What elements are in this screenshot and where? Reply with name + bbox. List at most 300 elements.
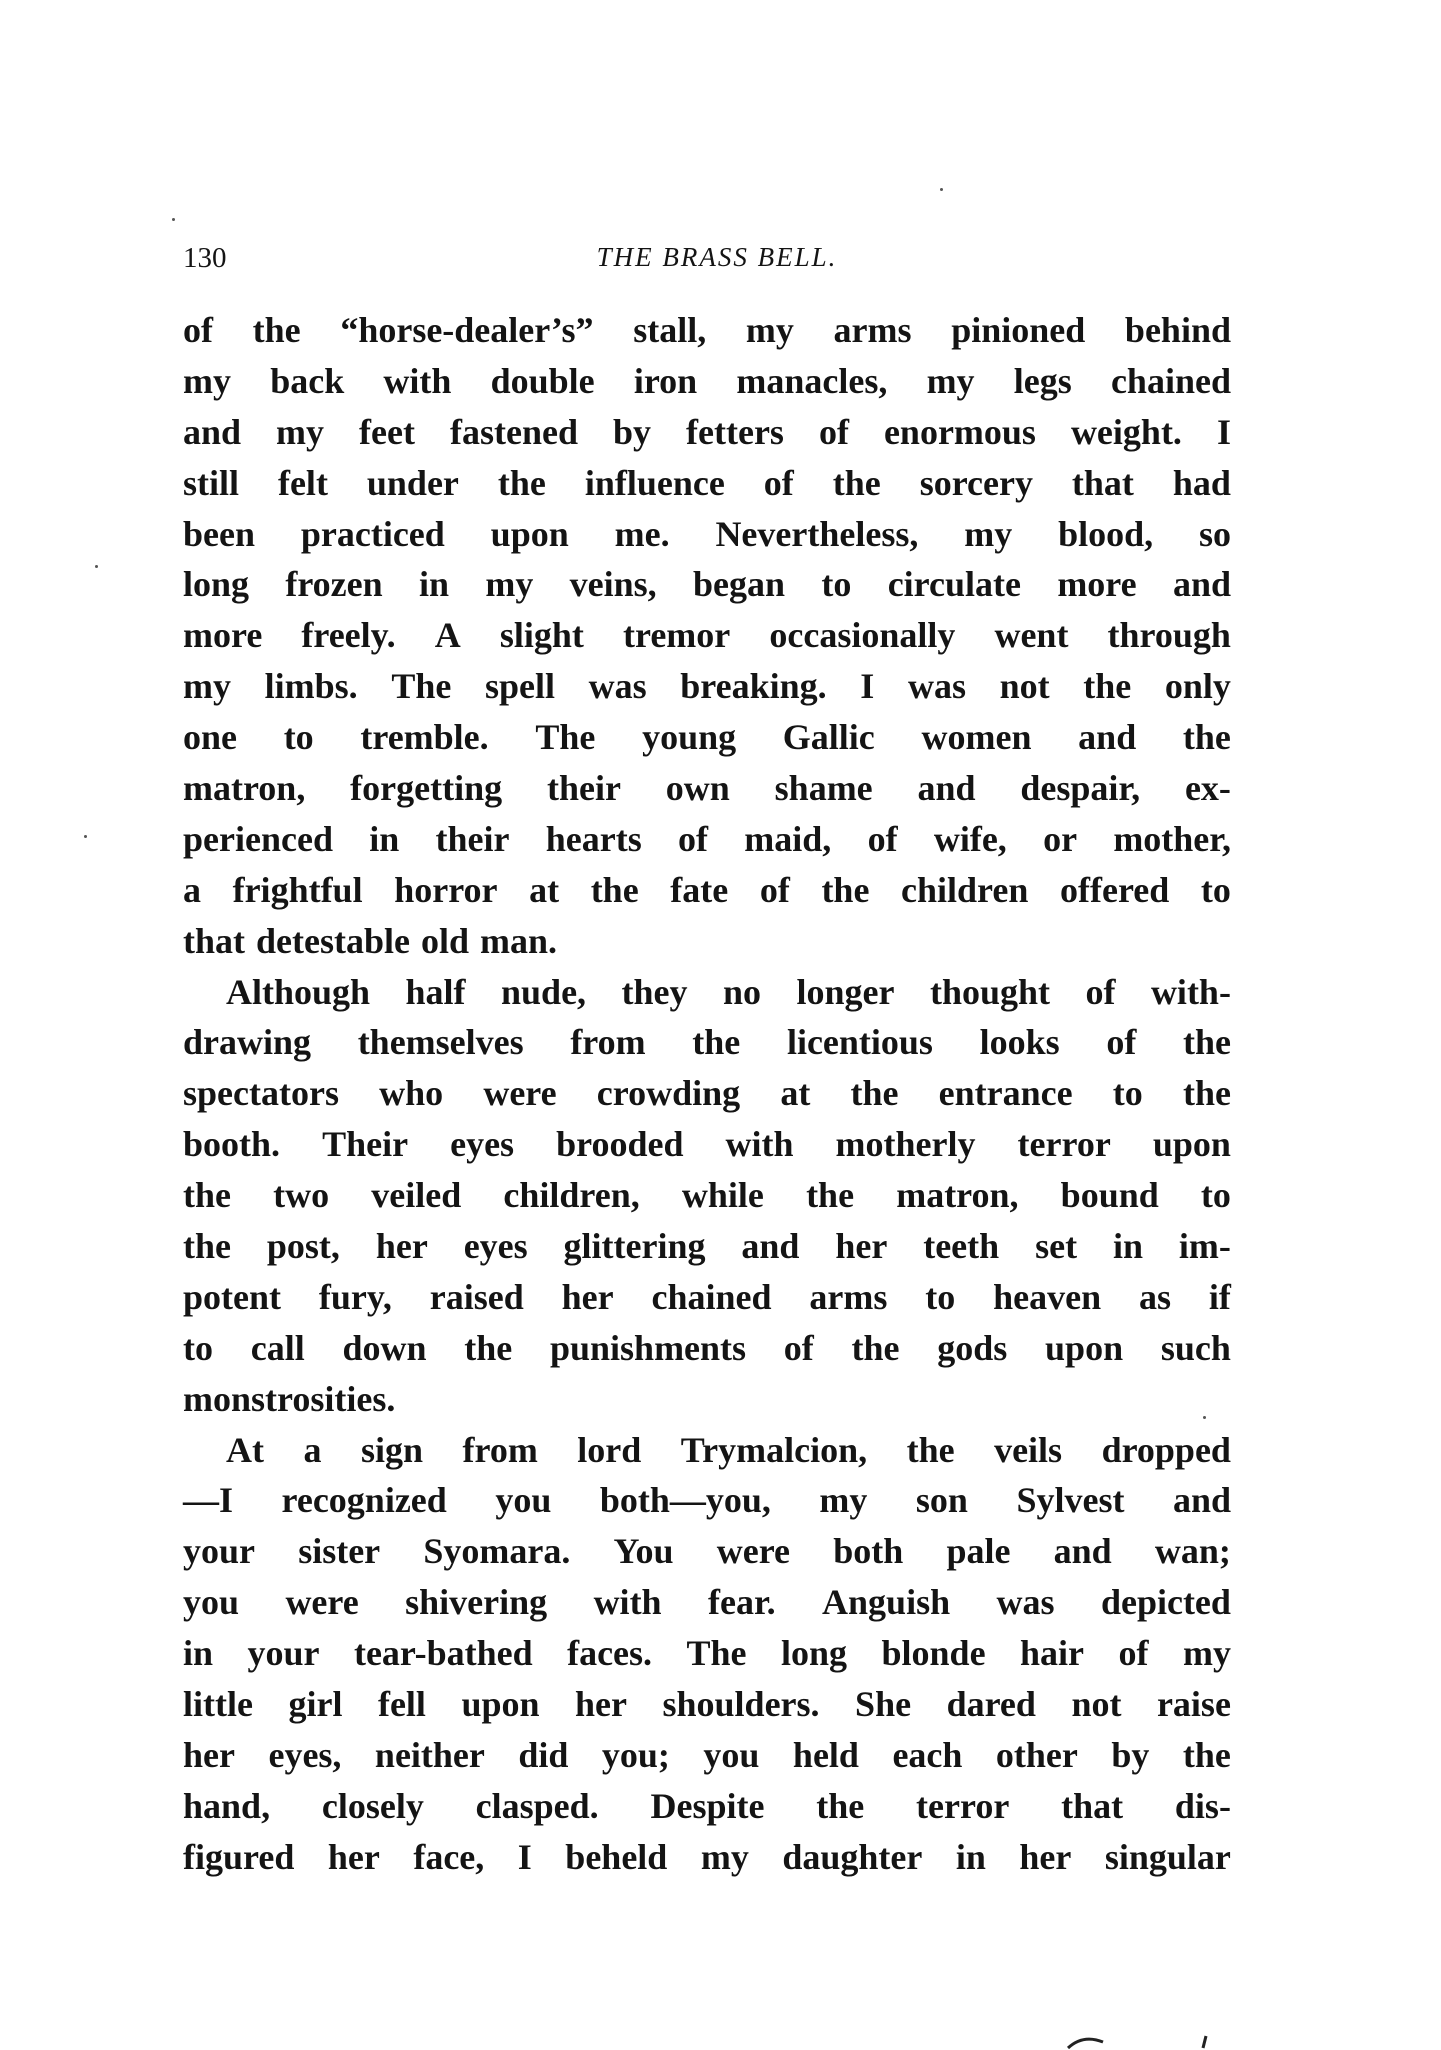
word: breaking. xyxy=(680,666,827,707)
word: the xyxy=(821,869,870,910)
word: and xyxy=(917,768,976,809)
word: her xyxy=(375,1226,428,1267)
word: depicted xyxy=(1100,1582,1231,1623)
word: my xyxy=(700,1836,749,1877)
word: such xyxy=(1160,1327,1231,1368)
word: tremble. xyxy=(360,717,489,758)
print-speck xyxy=(1203,1416,1206,1419)
word: shame xyxy=(774,768,873,809)
word: the xyxy=(692,1022,741,1063)
word: lord xyxy=(577,1429,642,1470)
text-line xyxy=(183,1323,1231,1374)
word: fell xyxy=(377,1684,426,1725)
word: maid, xyxy=(744,818,832,859)
word: freely. xyxy=(301,615,396,656)
word: pinioned xyxy=(951,310,1086,350)
word: daughter xyxy=(782,1836,923,1877)
word: young xyxy=(642,717,737,758)
word: Their xyxy=(322,1124,409,1165)
word: and xyxy=(1053,1531,1112,1572)
word: behind xyxy=(1124,310,1231,350)
word: the xyxy=(832,462,881,503)
word: motherly xyxy=(835,1124,976,1165)
word: I xyxy=(860,666,875,707)
word: terror xyxy=(916,1785,1010,1826)
word: been xyxy=(183,513,255,554)
text-line xyxy=(183,814,1231,865)
bleed-through-mark xyxy=(1063,2032,1223,2050)
word: chained xyxy=(1110,360,1231,401)
word: the xyxy=(590,869,639,910)
word: the xyxy=(252,310,301,350)
word: shivering xyxy=(405,1582,548,1623)
word: upon xyxy=(1045,1327,1124,1368)
word: in xyxy=(1112,1226,1143,1267)
word: of xyxy=(183,310,213,350)
word: despair, xyxy=(1020,768,1141,809)
text-line xyxy=(183,1374,1231,1425)
text-line xyxy=(183,407,1231,458)
word: both xyxy=(833,1531,904,1572)
word: eyes xyxy=(463,1226,528,1267)
text-line xyxy=(183,1475,1231,1526)
word: in xyxy=(955,1836,986,1877)
word: did xyxy=(518,1734,569,1775)
word: to xyxy=(1112,1073,1143,1114)
word: horror xyxy=(394,869,498,910)
word: you xyxy=(183,1582,240,1623)
word: longer xyxy=(796,971,895,1012)
word: the xyxy=(1182,717,1231,758)
word: bound xyxy=(1060,1175,1159,1216)
word: women xyxy=(921,717,1032,758)
word: was xyxy=(588,666,647,707)
word: She xyxy=(855,1684,912,1725)
word: both—you, xyxy=(599,1480,771,1521)
word: beheld xyxy=(565,1836,668,1877)
text-line xyxy=(183,661,1231,712)
word: to xyxy=(283,717,314,758)
word: own xyxy=(665,768,730,809)
word: her xyxy=(327,1836,380,1877)
word: to xyxy=(821,564,852,605)
word: potent xyxy=(183,1276,281,1317)
word: veils xyxy=(994,1429,1063,1470)
word: old xyxy=(420,920,469,961)
word: or xyxy=(1043,818,1078,859)
word: licentious xyxy=(786,1022,933,1063)
word: booth. xyxy=(183,1124,281,1165)
word: of xyxy=(818,411,849,452)
word: so xyxy=(1198,513,1231,554)
word: raise xyxy=(1156,1684,1231,1725)
text-line xyxy=(183,763,1231,814)
word: post, xyxy=(266,1226,340,1267)
word: spectators xyxy=(183,1073,339,1114)
word: eyes, xyxy=(268,1734,342,1775)
word: Nevertheless, xyxy=(715,513,919,554)
word: to xyxy=(1200,1175,1231,1216)
text-line xyxy=(183,1832,1231,1883)
word: and xyxy=(1078,717,1137,758)
word: tremor xyxy=(623,615,731,656)
word: in xyxy=(418,564,450,605)
word: iron xyxy=(633,360,698,401)
word: frozen xyxy=(285,564,383,605)
word: in xyxy=(369,818,400,859)
word: spell xyxy=(484,666,555,707)
word: sister xyxy=(298,1531,381,1572)
word: with xyxy=(593,1582,662,1623)
word: long xyxy=(183,564,250,605)
word: double xyxy=(490,360,595,401)
word: slight xyxy=(499,615,584,656)
word: at xyxy=(529,869,560,910)
word: A xyxy=(434,615,461,656)
word: went xyxy=(994,615,1069,656)
word: of xyxy=(763,462,794,503)
word: her xyxy=(835,1226,888,1267)
word: a xyxy=(303,1429,322,1470)
word: shoulders. xyxy=(662,1684,820,1725)
word: that xyxy=(1061,1785,1124,1826)
word: upon xyxy=(461,1684,540,1725)
word: Sylvest xyxy=(1016,1480,1125,1521)
word: to xyxy=(183,1327,213,1368)
word: of xyxy=(678,818,709,859)
word: singular xyxy=(1104,1836,1231,1877)
word: heaven xyxy=(993,1276,1102,1317)
word: the xyxy=(851,1327,900,1368)
word: the xyxy=(1083,666,1132,707)
word: other xyxy=(995,1734,1078,1775)
word: “horse-dealer’s” xyxy=(340,310,594,350)
word: looks xyxy=(979,1022,1060,1063)
text-line xyxy=(183,1272,1231,1323)
word: held xyxy=(792,1734,859,1775)
word: of xyxy=(1106,1022,1137,1063)
word: with xyxy=(383,360,452,401)
text-line xyxy=(183,1628,1231,1679)
text-line xyxy=(183,1781,1231,1832)
word: gods xyxy=(937,1327,1008,1368)
word: the xyxy=(1182,1073,1231,1114)
word: my xyxy=(276,411,325,452)
word: man. xyxy=(480,920,558,961)
word: son xyxy=(915,1480,968,1521)
word: their xyxy=(546,768,621,809)
word: offered xyxy=(1059,869,1170,910)
print-speck xyxy=(172,218,175,221)
text-line xyxy=(183,610,1231,661)
word: began xyxy=(693,564,786,605)
word: of xyxy=(759,869,790,910)
word: face, xyxy=(413,1836,485,1877)
word: perienced xyxy=(183,818,333,859)
text-line xyxy=(183,509,1231,560)
word: arms xyxy=(833,310,912,350)
word: practiced xyxy=(300,513,445,554)
word: frightful xyxy=(232,869,363,910)
word: felt xyxy=(277,462,328,503)
word: crowding xyxy=(596,1073,741,1114)
word: fetters xyxy=(686,411,784,452)
word: weight. xyxy=(1070,411,1182,452)
word: of xyxy=(1085,971,1116,1012)
text-line xyxy=(183,1119,1231,1170)
word: clasped. xyxy=(475,1785,599,1826)
word: the xyxy=(806,1175,855,1216)
word: faces. xyxy=(567,1633,653,1674)
word: dis- xyxy=(1174,1785,1231,1826)
word: teeth xyxy=(923,1226,1000,1267)
word: two xyxy=(273,1175,330,1216)
word: blonde xyxy=(881,1633,986,1674)
word: I xyxy=(517,1836,532,1877)
word: stall, xyxy=(633,310,707,350)
text-line xyxy=(183,1068,1231,1119)
word: manacles, xyxy=(736,360,888,401)
word: Gallic xyxy=(782,717,875,758)
word: blood, xyxy=(1058,513,1154,554)
word: —I xyxy=(183,1480,234,1521)
word: my xyxy=(926,360,975,401)
word: my xyxy=(745,310,794,350)
text-line xyxy=(183,356,1231,407)
word: the xyxy=(1182,1022,1231,1063)
word: punishments xyxy=(549,1327,747,1368)
word: one xyxy=(183,717,237,758)
word: the xyxy=(816,1785,865,1826)
text-line xyxy=(183,559,1231,610)
word: the xyxy=(183,1175,231,1216)
word: girl xyxy=(288,1684,343,1725)
word: no xyxy=(723,971,762,1012)
word: at xyxy=(780,1073,811,1114)
word: that xyxy=(183,920,245,961)
word: tear-bathed xyxy=(353,1633,533,1674)
word: to xyxy=(925,1276,956,1317)
word: my xyxy=(964,513,1013,554)
word: was xyxy=(907,666,966,707)
word: under xyxy=(366,462,459,503)
word: hearts xyxy=(545,818,642,859)
word: with xyxy=(725,1124,794,1165)
word: The xyxy=(535,717,596,758)
word: ex- xyxy=(1184,768,1231,809)
word: a xyxy=(183,869,201,910)
word: little xyxy=(183,1684,253,1725)
word: wan; xyxy=(1154,1531,1231,1572)
word: matron, xyxy=(896,1175,1019,1216)
word: from xyxy=(570,1022,646,1063)
word: half xyxy=(405,971,466,1012)
word: her xyxy=(561,1276,614,1317)
word: only xyxy=(1164,666,1231,707)
text-line xyxy=(183,1730,1231,1781)
word: legs xyxy=(1013,360,1072,401)
word: upon xyxy=(1152,1124,1231,1165)
word: monstrosities. xyxy=(183,1378,396,1419)
word: terror xyxy=(1017,1124,1111,1165)
word: Although xyxy=(226,971,371,1012)
word: eyes xyxy=(450,1124,515,1165)
word: entrance xyxy=(938,1073,1073,1114)
word: you; xyxy=(601,1734,670,1775)
word: by xyxy=(612,411,652,452)
word: children, xyxy=(503,1175,640,1216)
word: glittering xyxy=(563,1226,706,1267)
text-line xyxy=(183,1526,1231,1577)
word: mother, xyxy=(1113,818,1231,859)
word: pale xyxy=(946,1531,1011,1572)
word: Despite xyxy=(650,1785,765,1826)
word: and xyxy=(1172,564,1231,605)
word: my xyxy=(485,564,534,605)
word: I xyxy=(1216,411,1231,452)
word: Trymalcion, xyxy=(680,1429,868,1470)
word: me. xyxy=(614,513,670,554)
word: fastened xyxy=(449,411,578,452)
word: thought xyxy=(929,971,1050,1012)
text-line xyxy=(183,865,1231,916)
word: they xyxy=(621,971,688,1012)
word: hair xyxy=(1020,1633,1085,1674)
word: figured xyxy=(183,1836,295,1877)
word: her xyxy=(1019,1836,1072,1877)
word: occasionally xyxy=(769,615,956,656)
word: that xyxy=(1071,462,1134,503)
word: to xyxy=(1200,869,1231,910)
word: had xyxy=(1172,462,1231,503)
word: im- xyxy=(1178,1226,1231,1267)
word: not xyxy=(999,666,1050,707)
word: were xyxy=(716,1531,791,1572)
text-line xyxy=(183,1577,1231,1628)
word: Syomara. xyxy=(423,1531,571,1572)
word: drawing xyxy=(183,1022,312,1063)
text-line xyxy=(183,967,1231,1018)
print-speck xyxy=(84,835,87,838)
word: from xyxy=(462,1429,538,1470)
word: limbs. xyxy=(264,666,358,707)
word: the xyxy=(850,1073,899,1114)
word: fear. xyxy=(707,1582,776,1623)
word: the xyxy=(1182,1734,1231,1775)
word: veins, xyxy=(569,564,657,605)
word: children xyxy=(901,869,1029,910)
word: brooded xyxy=(556,1124,684,1165)
word: were xyxy=(285,1582,359,1623)
word: sorcery xyxy=(919,462,1033,503)
word: dropped xyxy=(1101,1429,1231,1470)
word: long xyxy=(781,1633,848,1674)
word: of xyxy=(867,818,898,859)
word: detestable xyxy=(256,920,410,961)
word: wife, xyxy=(933,818,1007,859)
word: the xyxy=(497,462,546,503)
text-line xyxy=(183,1221,1231,1272)
word: Anguish xyxy=(822,1582,951,1623)
word: veiled xyxy=(371,1175,462,1216)
word: still xyxy=(183,462,240,503)
word: chained xyxy=(651,1276,772,1317)
word: dared xyxy=(946,1684,1036,1725)
word: forgetting xyxy=(350,768,503,809)
word: my xyxy=(819,1480,868,1521)
word: each xyxy=(892,1734,963,1775)
word: and xyxy=(741,1226,800,1267)
word: in xyxy=(183,1633,214,1674)
word: my xyxy=(1182,1633,1231,1674)
word: enormous xyxy=(883,411,1036,452)
word: through xyxy=(1107,615,1231,656)
word: closely xyxy=(321,1785,424,1826)
text-line xyxy=(183,458,1231,509)
word: while xyxy=(681,1175,764,1216)
word: my xyxy=(183,360,231,401)
word: were xyxy=(483,1073,557,1114)
word: the xyxy=(183,1226,231,1267)
word: by xyxy=(1111,1734,1150,1775)
word: sign xyxy=(360,1429,424,1470)
body-text xyxy=(183,305,1231,1883)
word: The xyxy=(686,1633,747,1674)
word: and xyxy=(183,411,242,452)
word: of xyxy=(783,1327,814,1368)
word: their xyxy=(435,818,510,859)
text-line xyxy=(183,1425,1231,1476)
running-title: THE BRASS BELL. xyxy=(596,242,838,272)
word: circulate xyxy=(887,564,1021,605)
word: her xyxy=(183,1734,235,1775)
word: upon xyxy=(490,513,569,554)
word: raised xyxy=(429,1276,524,1317)
word: The xyxy=(391,666,452,707)
word: you xyxy=(703,1734,760,1775)
word: her xyxy=(575,1684,627,1725)
print-speck xyxy=(95,565,98,568)
word: with- xyxy=(1150,971,1231,1012)
word: arms xyxy=(809,1276,888,1317)
text-line xyxy=(183,1017,1231,1068)
word: my xyxy=(183,666,231,707)
word: fate xyxy=(670,869,729,910)
word: influence xyxy=(584,462,725,503)
text-line xyxy=(183,305,1231,356)
word: the xyxy=(464,1327,513,1368)
word: if xyxy=(1208,1276,1231,1317)
page-number: 130 xyxy=(183,242,227,274)
word: neither xyxy=(374,1734,485,1775)
word: more xyxy=(183,615,263,656)
word: themselves xyxy=(357,1022,524,1063)
print-speck xyxy=(940,188,943,191)
text-line xyxy=(183,916,1231,967)
word: back xyxy=(270,360,345,401)
word: You xyxy=(613,1531,674,1572)
word: the xyxy=(906,1429,955,1470)
word: who xyxy=(379,1073,444,1114)
word: your xyxy=(247,1633,320,1674)
word: fury, xyxy=(318,1276,392,1317)
word: At xyxy=(226,1429,264,1470)
text-line xyxy=(183,1170,1231,1221)
word: recognized xyxy=(281,1480,447,1521)
word: set xyxy=(1035,1226,1078,1267)
word: your xyxy=(183,1531,255,1572)
word: call xyxy=(250,1327,305,1368)
